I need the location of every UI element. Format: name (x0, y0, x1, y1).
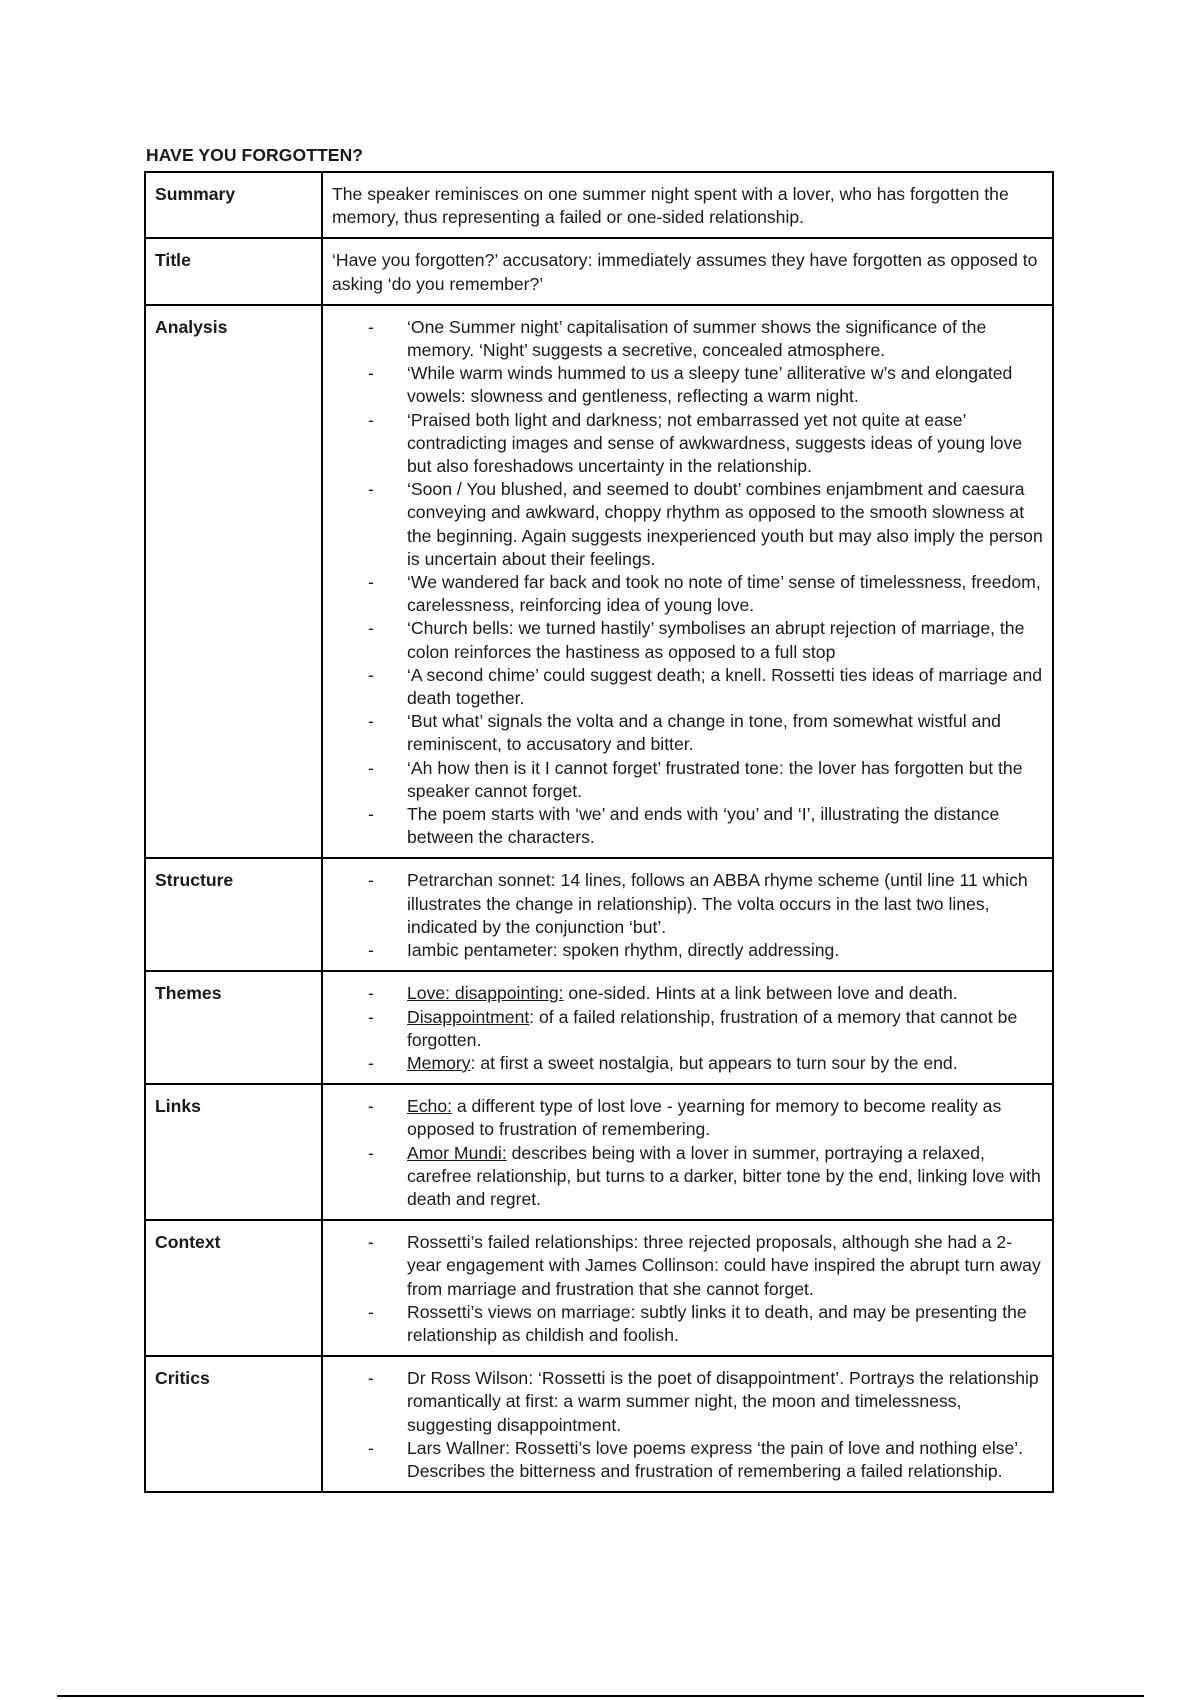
list-item: - Memory: at first a sweet nostalgia, but appears to turn sour by the end. (368, 1052, 958, 1073)
row-themes (145, 971, 1053, 1084)
row-label: Structure (145, 858, 322, 971)
row-label: Analysis (145, 305, 322, 859)
list-item: - ‘Praised both light and darkness; not embarrassed yet not quite at ease’ contradicting images and sense of awkwardness, suggests ideas of young love but also foreshadows uncertainty in the relationship. (368, 409, 1023, 477)
title-text: ‘Have you forgotten?’ accusatory: immediately assumes they have forgotten as opposed to asking ‘do you remember?’ (322, 238, 1053, 304)
structure-list (332, 869, 1044, 962)
list-item: - Petrarchan sonnet: 14 lines, follows an ABBA rhyme scheme (until line 11 which illustrates the change in relationship). The volta occurs in the last two lines, indicated by the conjunction ‘but’. (368, 870, 1028, 937)
theme-key: Love: disappointing: (407, 983, 564, 1004)
themes-content (322, 971, 1053, 1084)
context-list (332, 1231, 1044, 1347)
list-item: - ‘A second chime’ could suggest death; a knell. Rossetti ties ideas of marriage and death together. (368, 664, 1043, 709)
analysis-list (332, 316, 1044, 850)
list-item: - Love: disappointing: one-sided. Hints at a link between love and death. (368, 983, 958, 1004)
list-item: - The poem starts with ‘we’ and ends with ‘you’ and ‘I’, illustrating the distance between the characters. (368, 804, 1000, 848)
row-structure (145, 858, 1053, 971)
summary-text: The speaker reminisces on one summer night spent with a lover, who has forgotten the memory, thus representing a failed or one-sided relationship. (322, 172, 1053, 238)
row-label: Summary (145, 172, 322, 238)
list-item: - Iambic pentameter: spoken rhythm, directly addressing. (368, 940, 840, 961)
row-analysis (145, 305, 1053, 859)
row-label: Themes (145, 971, 322, 1084)
list-item: - Disappointment: of a failed relationship, frustration of a memory that cannot be forgotten. (368, 1006, 1018, 1050)
theme-key: Disappointment (407, 1006, 530, 1027)
links-list (332, 1095, 1044, 1211)
list-item: - Amor Mundi: describes being with a lover in summer, portraying a relaxed, carefree relationship, but turns to a darker, bitter tone by the end, linking love with death and regret. (368, 1142, 1041, 1209)
context-content (322, 1220, 1053, 1356)
row-context (145, 1220, 1053, 1356)
list-item: - ‘One Summer night’ capitalisation of summer shows the significance of the memory. ‘Night’ suggests a secretive, concealed atmosphere. (368, 316, 987, 361)
themes-list (332, 982, 1044, 1075)
list-item: - Rossetti’s failed relationships: three rejected proposals, although she had a 2-year engagement with James Collinson: could have inspired the abrupt turn away from marriage and frustration that she cannot forget. (368, 1232, 1041, 1299)
row-label: Context (145, 1220, 322, 1356)
list-item: - ‘Ah how then is it I cannot forget’ frustrated tone: the lover has forgotten but the speaker cannot forget. (368, 757, 1023, 801)
poem-notes-table (144, 171, 1054, 1493)
list-item: - Dr Ross Wilson: ‘Rossetti is the poet of disappointment’. Portrays the relationship romantically at first: a warm summer night, the moon and timelessness, suggesting disappointment. (368, 1368, 1039, 1435)
structure-content (322, 858, 1053, 971)
list-item: - Rossetti’s views on marriage: subtly links it to death, and may be presenting the relationship as childish and foolish. (368, 1301, 1027, 1345)
row-critics (145, 1356, 1053, 1492)
row-label: Links (145, 1084, 322, 1220)
list-item: - ‘While warm winds hummed to us a sleepy tune’ alliterative w’s and elongated vowels: slowness and gentleness, reflecting a warm night. (368, 363, 1013, 407)
list-item: - ‘We wandered far back and took no note of time’ sense of timelessness, freedom, carelessness, reinforcing idea of young love. (368, 572, 1041, 616)
links-content (322, 1084, 1053, 1220)
row-summary (145, 172, 1053, 238)
theme-key: Memory (407, 1052, 471, 1073)
critics-content (322, 1356, 1053, 1492)
list-item: - Echo: a different type of lost love - yearning for memory to become reality as opposed to frustration of remembering. (368, 1096, 1002, 1140)
critics-list (332, 1367, 1044, 1483)
analysis-content (322, 305, 1053, 859)
document-title: HAVE YOU FORGOTTEN? (146, 145, 364, 165)
list-item: - ‘But what’ signals the volta and a change in tone, from somewhat wistful and reminiscent, to accusatory and bitter. (368, 711, 1001, 755)
row-title (145, 238, 1053, 304)
row-links (145, 1084, 1053, 1220)
list-item: - ‘Church bells: we turned hastily’ symbolises an abrupt rejection of marriage, the colon reinforces the hastiness as opposed to a full stop (368, 618, 1025, 662)
row-label: Title (145, 238, 322, 304)
link-poem-title: Amor Mundi: (407, 1142, 507, 1163)
row-label: Critics (145, 1356, 322, 1492)
list-item: - Lars Wallner: Rossetti’s love poems express ‘the pain of love and nothing else’. Describes the bitterness and frustration of remembering a failed relationship. (368, 1437, 1024, 1481)
link-poem-title: Echo: (407, 1096, 452, 1117)
list-item: - ‘Soon / You blushed, and seemed to doubt’ combines enjambment and caesura conveying and awkward, choppy rhythm as opposed to the smooth slowness at the beginning. Again suggests inexperienced youth but may also imply the person is uncertain about their feelings. (368, 479, 1043, 569)
footer-divider (57, 1695, 1144, 1697)
